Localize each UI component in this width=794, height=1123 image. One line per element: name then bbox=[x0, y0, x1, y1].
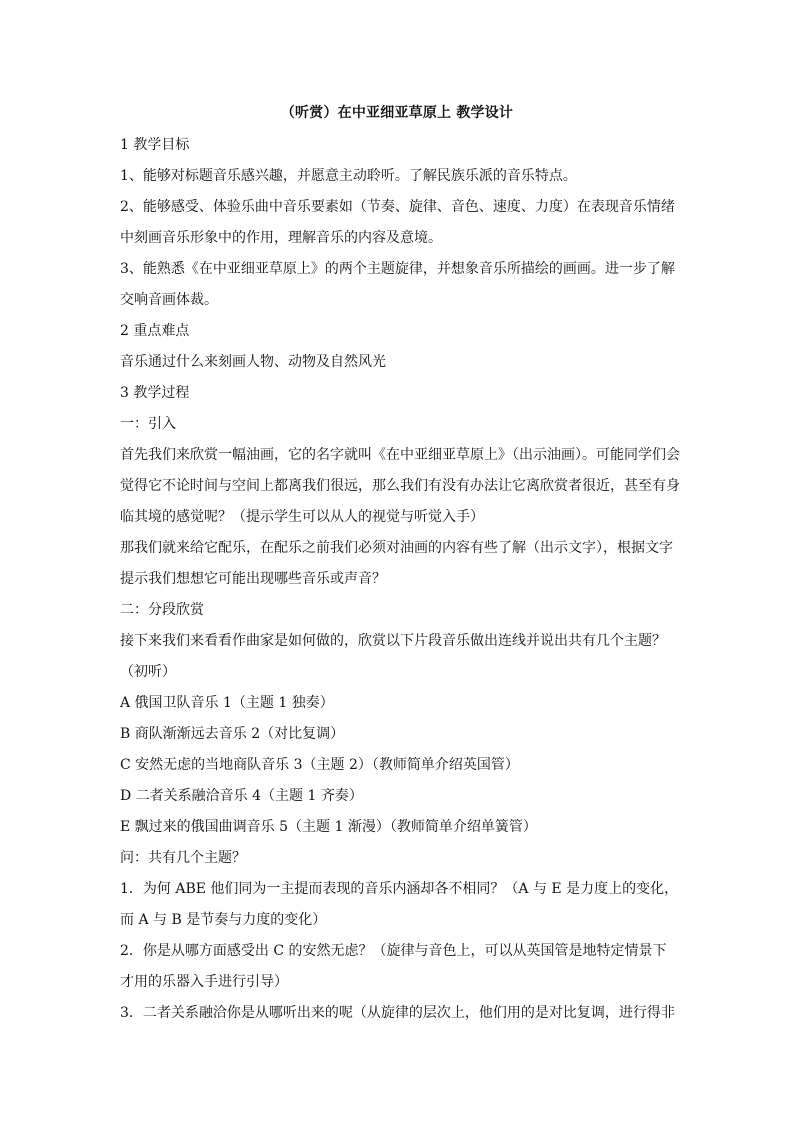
listening-item-c: C 安然无虑的当地商队音乐 3（主题 2）（教师简单介绍英国管） bbox=[120, 757, 519, 773]
listening-item-b: B 商队渐渐远去音乐 2（对比复调） bbox=[120, 726, 345, 742]
objective-2: 2、能够感受、体验乐曲中音乐要素如（节奏、旋律、音色、速度、力度）在表现音乐情绪中刻画音乐形象中的作用，理解音乐的内容及意境。 bbox=[120, 199, 675, 246]
listening-item-e: E 飘过来的俄国曲调音乐 5（主题 1 渐漫）（教师简单介绍单簧管） bbox=[120, 819, 537, 835]
question-2: 2．你是从哪方面感受出 C 的安然无虑？（旋律与音色上，可以从英国管是地特定情景下才用的乐器入手进行引导） bbox=[120, 943, 667, 990]
question-heading: 问：共有几个主题？ bbox=[120, 850, 246, 866]
objective-3: 3、能熟悉《在中亚细亚草原上》的两个主题旋律，并想象音乐所描绘的画画。进一步了解交响音画体裁。 bbox=[120, 261, 675, 308]
section-heading-objectives: 1 教学目标 bbox=[120, 137, 190, 153]
introduction-paragraph-2: 那我们就来给它配乐，在配乐之前我们必须对油画的内容有些了解（出示文字），根据文字提示我们想想它可能出现哪些音乐或声音？ bbox=[120, 540, 673, 587]
question-3: 3．二者关系融洽你是从哪听出来的呢（从旋律的层次上，他们用的是对比复调，进行得非 bbox=[120, 1005, 675, 1021]
subheading-introduction: 一：引入 bbox=[120, 416, 176, 432]
listening-item-d: D 二者关系融洽音乐 4（主题 1 齐奏） bbox=[120, 788, 363, 804]
objective-1: 1、能够对标题音乐感兴趣，并愿意主动聆听。了解民族乐派的音乐特点。 bbox=[120, 168, 577, 184]
section-heading-key-points: 2 重点难点 bbox=[120, 323, 190, 339]
key-point-text: 音乐通过什么来刻画人物、动物及自然风光 bbox=[120, 354, 386, 370]
document-title: （听赏）在中亚细亚草原上 教学设计 bbox=[280, 105, 514, 121]
question-1: 1．为何 ABE 他们同为一主提而表现的音乐内涵却各不相同？（A 与 E 是力度上的变化，而 A 与 B 是节奏与力度的变化） bbox=[120, 881, 679, 928]
listening-item-a: A 俄国卫队音乐 1（主题 1 独奏） bbox=[120, 695, 334, 711]
section-heading-process: 3 教学过程 bbox=[120, 385, 190, 401]
document-body bbox=[120, 130, 680, 1029]
introduction-paragraph-1: 首先我们来欣赏一幅油画，它的名字就叫《在中亚细亚草原上》（出示油画）。可能同学们会觉得它不论时间与空间上都离我们很远，那么我们有没有办法让它离欣赏者很近，甚至有身临其境的感觉呢？（提示学生可以从人的视觉与听觉入手） bbox=[120, 447, 680, 525]
subheading-segmented-listening: 二：分段欣赏 bbox=[120, 602, 204, 618]
listening-instructions: 接下来我们来看看作曲家是如何做的，欣赏以下片段音乐做出连线并说出共有几个主题？（初听） bbox=[120, 633, 666, 680]
